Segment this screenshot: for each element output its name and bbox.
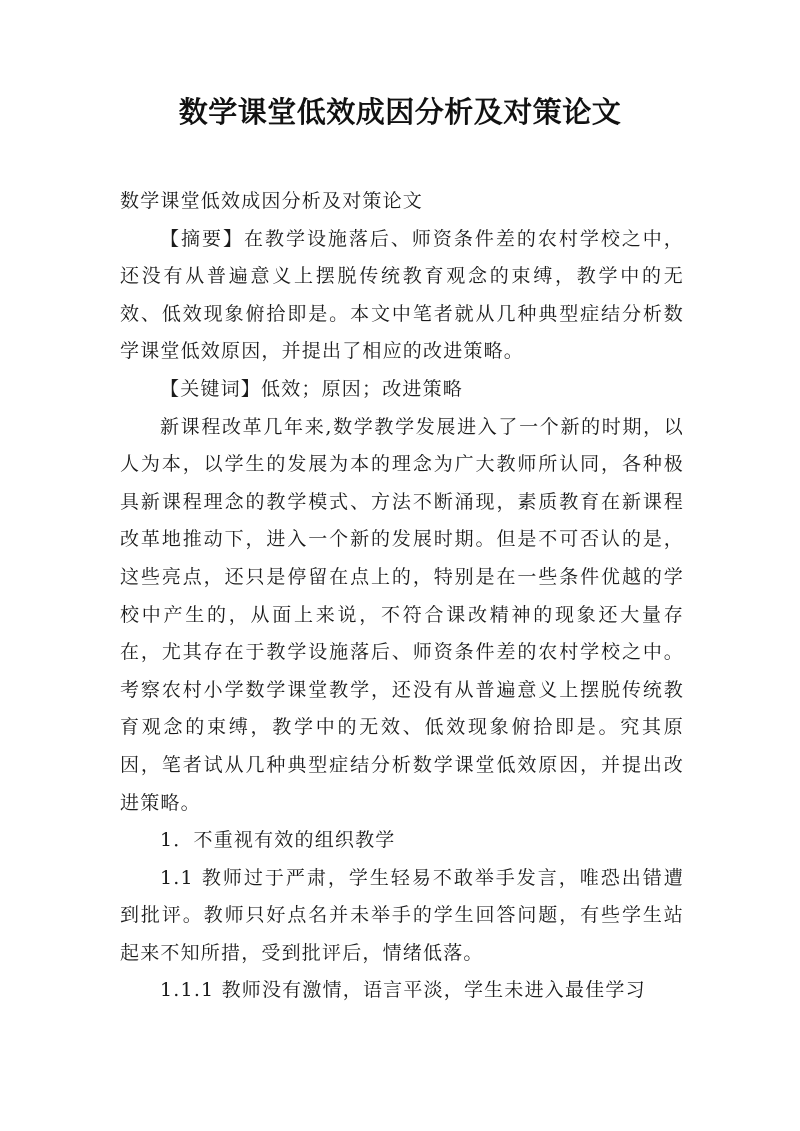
document-title: 数学课堂低效成因分析及对策论文 — [178, 95, 622, 129]
document-body — [120, 183, 684, 1010]
paragraph-section-1-1: 1.1 教师过于严肃，学生轻易不敢举手发言，唯恐出错遭到批评。教师只好点名并未举手的学生回答问题，有些学生站起来不知所措，受到批评后，情绪低落。 — [120, 866, 684, 964]
paragraph-introduction: 新课程改革几年来,数学教学发展进入了一个新的时期，以人为本，以学生的发展为本的理念为广大教师所认同，各种极具新课程理念的教学模式、方法不断涌现，素质教育在新课程改革地推动下，进入一个新的发展时期。但是不可否认的是，这些亮点，还只是停留在点上的，特别是在一些条件优越的学校中产生的，从面上来说，不符合课改精神的现象还大量存在，尤其存在于教学设施落后、师资条件差的农村学校之中。考察农村小学数学课堂教学，还没有从普遍意义上摆脱传统教育观念的束缚，教学中的无效、低效现象俯拾即是。究其原因，笔者试从几种典型症结分析数学课堂低效原因，并提出改进策略。 — [120, 415, 684, 814]
paragraph-abstract: 【摘要】在教学设施落后、师资条件差的农村学校之中，还没有从普遍意义上摆脱传统教育观念的束缚，教学中的无效、低效现象俯拾即是。本文中笔者就从几种典型症结分析数学课堂低效原因，并提出了相应的改进策略。 — [120, 227, 684, 363]
section-heading-1: 1．不重视有效的组织教学 — [160, 829, 396, 852]
paragraph-subtitle: 数学课堂低效成因分析及对策论文 — [120, 190, 424, 212]
paragraph-keywords: 【关键词】低效；原因；改进策略 — [160, 377, 464, 400]
paragraph-section-1-1-1: 1.1.1 教师没有激情，语言平淡，学生未进入最佳学习 — [160, 979, 646, 1002]
